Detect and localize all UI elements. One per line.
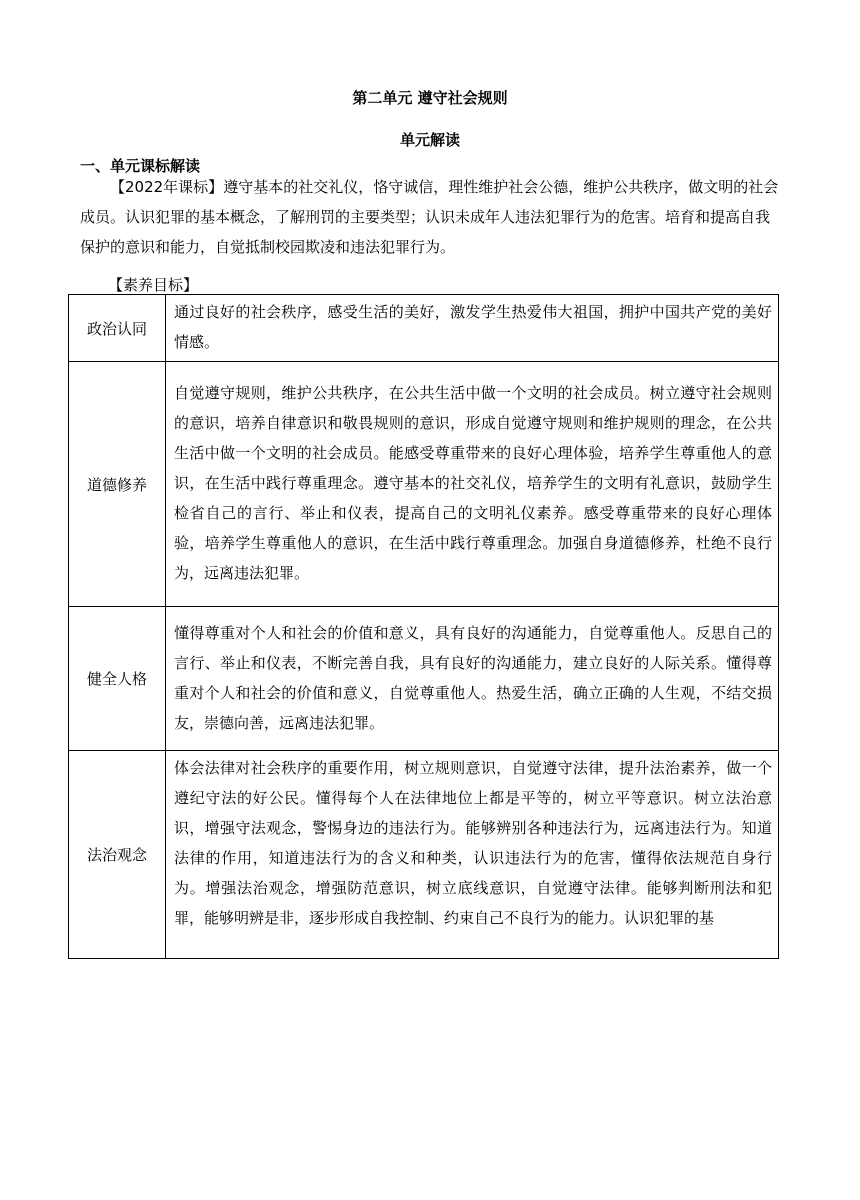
section-heading: 一、单元课标解读 (80, 157, 201, 175)
goal-category: 政治认同 (69, 295, 166, 362)
goals-table (68, 294, 779, 959)
unit-title: 第二单元 遵守社会规则 (352, 89, 508, 107)
goal-category: 道德修养 (69, 362, 166, 607)
goal-description: 通过良好的社会秩序，感受生活的美好，激发学生热爱伟大祖国，拥护中国共产党的美好情感。 (166, 295, 779, 362)
table-row (69, 295, 779, 362)
table-row (69, 607, 779, 751)
goal-category: 健全人格 (69, 607, 166, 751)
goal-description: 自觉遵守规则，维护公共秩序，在公共生活中做一个文明的社会成员。树立遵守社会规则的意识，培养自律意识和敬畏规则的意识，形成自觉遵守规则和维护规则的理念，在公共生活中做一个文明的社会成员。能感受尊重带来的良好心理体验，培养学生尊重他人的意识，在生活中践行尊重理念。遵守基本的社交礼仪，培养学生的文明有礼意识，鼓励学生检省自己的言行、举止和仪表，提高自己的文明礼仪素养。感受尊重带来的良好心理体验，培养学生尊重他人的意识，在生活中践行尊重理念。加强自身道德修养，杜绝不良行为，远离违法犯罪。 (166, 362, 779, 607)
curriculum-label: 【2022年课标】 (110, 178, 224, 196)
goal-description: 体会法律对社会秩序的重要作用，树立规则意识，自觉遵守法律，提升法治素养，做一个遵纪守法的好公民。懂得每个人在法律地位上都是平等的，树立平等意识。树立法治意识，增强守法观念，警惕身边的违法行为。能够辨别各种违法行为，远离违法行为。知道法律的作用，知道违法行为的含义和种类，认识违法行为的危害，懂得依法规范自身行为。增强法治观念，增强防范意识，树立底线意识，自觉遵守法律。能够判断刑法和犯罪，能够明辨是非，逐步形成自我控制、约束自己不良行为的能力。认识犯罪的基 (166, 751, 779, 959)
table-row (69, 751, 779, 959)
goals-label: 【素养目标】 (108, 276, 199, 294)
goal-category: 法治观念 (69, 751, 166, 959)
curriculum-text: 遵守基本的社交礼仪，恪守诚信，理性维护社会公德，维护公共秩序，做文明的社会成员。认识犯罪的基本概念，了解刑罚的主要类型；认识未成年人违法犯罪行为的危害。培育和提高自我保护的意识和能力，自觉抵制校园欺凌和违法犯罪行为。 (80, 178, 779, 256)
table-row (69, 362, 779, 607)
goal-description: 懂得尊重对个人和社会的价值和意义，具有良好的沟通能力，自觉尊重他人。反思自己的言行、举止和仪表，不断完善自我，具有良好的沟通能力，建立良好的人际关系。懂得尊重对个人和社会的价值和意义，自觉尊重他人。热爱生活，确立正确的人生观，不结交损友，崇德向善，远离违法犯罪。 (166, 607, 779, 751)
curriculum-paragraph (80, 172, 780, 262)
unit-subtitle: 单元解读 (399, 131, 460, 149)
